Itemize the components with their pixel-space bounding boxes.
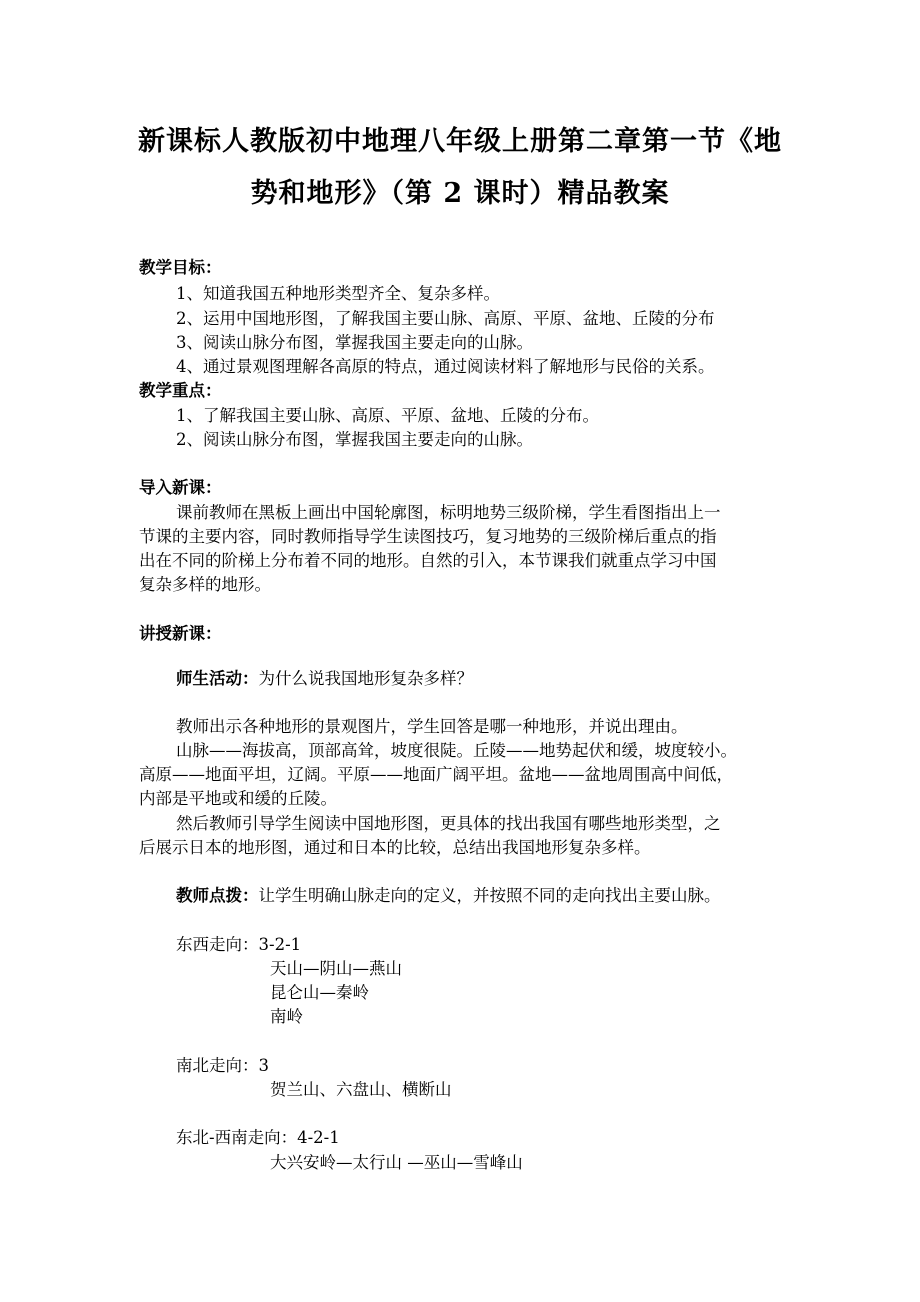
intro-heading: 导入新课： (139, 478, 222, 497)
northeast-southwest-item: 大兴安岭—太行山 —巫山—雪峰山 (270, 1153, 523, 1172)
lecture-paragraph-1: 教师出示各种地形的景观图片，学生回答是哪一种地形，并说出理由。 (176, 717, 688, 736)
intro-line: 出在不同的阶梯上分布着不同的地形。自然的引入，本节课我们就重点学习中国 (139, 551, 717, 570)
east-west-item: 天山—阴山—燕山 (270, 959, 402, 978)
key-points-heading: 教学重点： (139, 381, 222, 400)
intro-line: 节课的主要内容，同时教师指导学生读图技巧，复习地势的三级阶梯后重点的指 (139, 527, 717, 546)
teacher-tip-label: 教师点拨： (176, 886, 259, 905)
objective-item: 4、通过景观图理解各高原的特点，通过阅读材料了解地形与民俗的关系。 (176, 357, 715, 376)
north-south-label: 南北走向：3 (176, 1056, 269, 1075)
northeast-southwest-label: 东北-西南走向：4-2-1 (176, 1128, 340, 1147)
landform-definition-line: 高原——地面平坦，辽阔。平原——地面广阔平坦。盆地——盆地周围高中间低， (139, 765, 733, 784)
objective-item: 1、知道我国五种地形类型齐全、复杂多样。 (176, 284, 500, 303)
east-west-item: 南岭 (270, 1007, 303, 1026)
north-south-item: 贺兰山、六盘山、横断山 (270, 1080, 452, 1099)
title-line-1: 新课标人教版初中地理八年级上册第二章第一节《地 (138, 126, 782, 157)
document-title (120, 116, 800, 220)
objective-item: 2、运用中国地形图，了解我国主要山脉、高原、平原、盆地、丘陵的分布 (176, 309, 715, 328)
key-point-item: 1、了解我国主要山脉、高原、平原、盆地、丘陵的分布。 (176, 406, 599, 425)
east-west-label: 东西走向：3-2-1 (176, 935, 302, 954)
intro-line: 复杂多样的地形。 (139, 575, 271, 594)
east-west-item: 昆仑山—秦岭 (270, 983, 369, 1002)
intro-line: 课前教师在黑板上画出中国轮廓图，标明地势三级阶梯，学生看图指出上一 (176, 503, 721, 522)
activity-line (176, 668, 473, 690)
objectives-heading: 教学目标： (139, 258, 222, 277)
objective-item: 3、阅读山脉分布图，掌握我国主要走向的山脉。 (176, 333, 533, 352)
lecture-paragraph-3: 后展示日本的地形图，通过和日本的比较，总结出我国地形复杂多样。 (139, 838, 651, 857)
activity-label: 师生活动： (176, 669, 259, 688)
activity-text: 为什么说我国地形复杂多样？ (258, 669, 473, 688)
lecture-heading: 讲授新课： (139, 624, 222, 643)
title-line-2: 势和地形》（第 2 课时）精品教案 (250, 178, 670, 209)
landform-definition-line: 山脉——海拔高，顶部高耸，坡度很陡。丘陵——地势起伏和缓，坡度较小。 (176, 741, 737, 760)
landform-definition-line: 内部是平地或和缓的丘陵。 (139, 789, 337, 808)
lecture-paragraph-3: 然后教师引导学生阅读中国地形图，更具体的找出我国有哪些地形类型，之 (176, 814, 721, 833)
teacher-tip-line (176, 885, 721, 907)
teacher-tip-text: 让学生明确山脉走向的定义，并按照不同的走向找出主要山脉。 (258, 886, 721, 905)
key-point-item: 2、阅读山脉分布图，掌握我国主要走向的山脉。 (176, 430, 533, 449)
